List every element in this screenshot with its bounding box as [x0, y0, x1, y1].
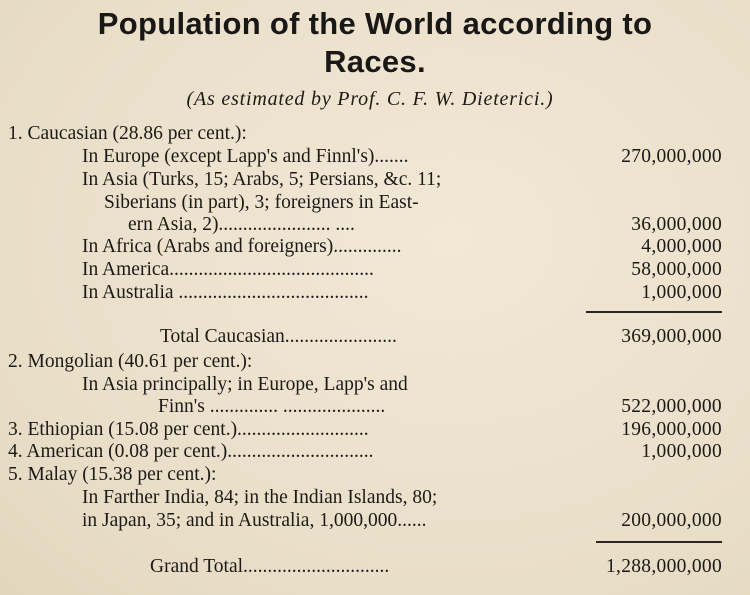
table-row — [0, 486, 750, 510]
row-label: In Australia ....................................... — [82, 282, 369, 303]
table-row — [0, 350, 750, 374]
row-label: Total Caucasian....................... — [160, 326, 397, 347]
table-row — [0, 213, 750, 237]
subtitle: (As estimated by Prof. C. F. W. Dieterici.) — [186, 88, 554, 110]
subtotal-rule — [586, 311, 722, 313]
row-value: 36,000,000 — [631, 214, 722, 235]
row-value: 58,000,000 — [631, 259, 722, 280]
row-label: ern Asia, 2)....................... .... — [128, 214, 355, 235]
row-label: In Asia (Turks, 15; Arabs, 5; Persians, &c. 11; — [82, 169, 442, 190]
table-row — [0, 418, 750, 442]
table-row — [0, 122, 750, 146]
table-row — [0, 395, 750, 419]
table-row — [0, 373, 750, 397]
row-value: 4,000,000 — [641, 236, 722, 257]
row-label: Siberians (in part), 3; foreigners in East- — [104, 192, 419, 213]
row-label: In Farther India, 84; in the Indian Islands, 80; — [82, 487, 438, 508]
row-value: 270,000,000 — [621, 146, 722, 167]
page-title-line-2: Races. — [324, 44, 426, 79]
row-value: 1,000,000 — [641, 282, 722, 303]
row-label: 2. Mongolian (40.61 per cent.): — [8, 351, 253, 372]
row-label: 3. Ethiopian (15.08 per cent.)........................... — [8, 419, 369, 440]
row-value: 522,000,000 — [621, 396, 722, 417]
row-label: In Europe (except Lapp's and Finnl's)....... — [82, 146, 409, 167]
table-row — [0, 463, 750, 487]
row-label: 1. Caucasian (28.86 per cent.): — [8, 123, 247, 144]
row-label: in Japan, 35; and in Australia, 1,000,000...... — [82, 510, 427, 531]
table-row — [0, 235, 750, 259]
table-row — [0, 281, 750, 305]
row-label: Grand Total.............................. — [150, 556, 390, 577]
row-value: 369,000,000 — [621, 326, 722, 347]
table-row — [0, 325, 750, 349]
row-label: 5. Malay (15.38 per cent.): — [8, 464, 217, 485]
table-row — [0, 191, 750, 215]
row-value: 1,288,000,000 — [605, 556, 722, 577]
grand-total-rule — [596, 541, 722, 543]
table-row — [0, 440, 750, 464]
row-label: Finn's .............. ..................... — [158, 396, 386, 417]
row-label: In America.......................................... — [82, 259, 374, 280]
row-label: In Asia principally; in Europe, Lapp's and — [82, 374, 408, 395]
page-title-line-1: Population of the World according to — [97, 6, 653, 41]
table-row — [0, 555, 750, 579]
row-value: 196,000,000 — [621, 419, 722, 440]
table-row — [0, 145, 750, 169]
row-label: 4. American (0.08 per cent.).............................. — [8, 441, 374, 462]
table-row — [0, 168, 750, 192]
row-value: 1,000,000 — [641, 441, 722, 462]
table-row — [0, 258, 750, 282]
row-label: In Africa (Arabs and foreigners).............. — [82, 236, 402, 257]
row-value: 200,000,000 — [621, 510, 722, 531]
table-row — [0, 509, 750, 533]
